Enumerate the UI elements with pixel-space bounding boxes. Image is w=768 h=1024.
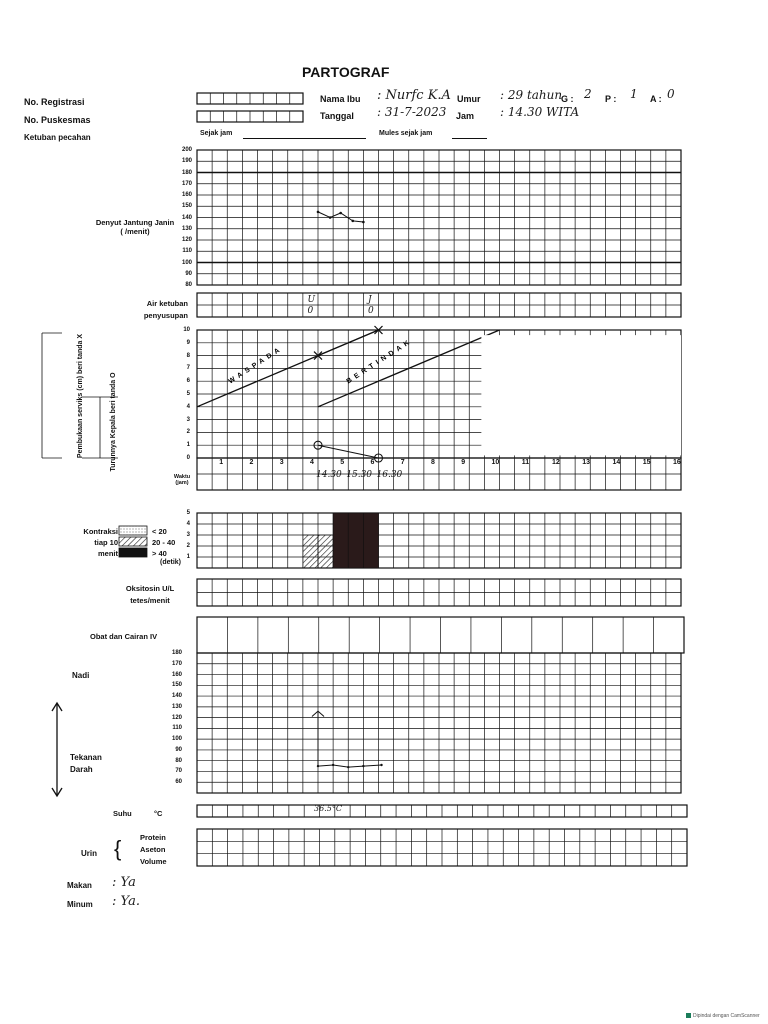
sejak-jam-label: Sejak jam <box>200 130 233 137</box>
fhr-scale-tick: 100 <box>181 259 192 266</box>
hour-label: 5 <box>340 459 345 466</box>
dilation-scale-tick: 7 <box>186 365 190 372</box>
fhr-scale-tick: 150 <box>181 203 192 210</box>
makan-label: Makan <box>67 881 92 890</box>
detik-label: (detik) <box>160 559 181 566</box>
hour-label: 15 <box>642 459 651 466</box>
dilation-scale-tick: 2 <box>186 429 190 436</box>
suhu-grid <box>197 805 687 817</box>
contraction-scale-tick: 1 <box>186 554 190 560</box>
tekanan-line1: Tekanan <box>70 753 102 762</box>
hour-label: 14 <box>612 459 621 466</box>
contraction-scale-tick: 2 <box>186 543 190 549</box>
a-label: A : <box>650 94 662 104</box>
pulse-point <box>380 764 382 766</box>
fhr-label-line2: ( /menit) <box>120 227 150 236</box>
dilation-scale-tick: 3 <box>186 416 190 423</box>
contraction-grid <box>197 513 681 568</box>
hour-label: 8 <box>431 459 435 466</box>
urin-brace: { <box>114 836 122 861</box>
dilation-scale-tick: 0 <box>186 455 190 461</box>
pulse-point <box>317 765 319 767</box>
vitals-scale-tick: 150 <box>171 682 182 689</box>
bertindak-text: BERTINDAK <box>345 337 415 386</box>
jam-value: : 14.30 WITA <box>500 105 580 119</box>
no-registrasi-label: No. Registrasi <box>24 97 85 107</box>
hour-label: 9 <box>461 459 466 466</box>
contraction-fill <box>318 535 333 568</box>
vitals-scale-tick: 100 <box>171 736 182 743</box>
kontraksi-label-line3: menit <box>97 549 118 558</box>
urin-grid <box>197 829 687 866</box>
legend-20-40: 20 - 40 <box>152 538 176 547</box>
waktu-grid <box>197 458 681 490</box>
ketuban-pecahan-label: Ketuban pecahan <box>24 133 91 142</box>
umur-value: : 29 tahun <box>500 88 563 102</box>
g-label: G : <box>561 94 574 104</box>
contraction-fill <box>348 513 363 568</box>
hour-label: 10 <box>491 459 500 466</box>
air-ketuban-grid <box>197 293 681 317</box>
tanggal-label: Tanggal <box>320 111 354 121</box>
hour-label: 16 <box>673 459 681 466</box>
a-value: 0 <box>667 87 675 101</box>
fhr-scale-tick: 120 <box>181 237 192 243</box>
fhr-scale-tick: 180 <box>181 169 192 176</box>
hour-label: 6 <box>370 459 375 466</box>
umur-label: Umur <box>457 94 481 104</box>
contraction-fill <box>363 513 378 568</box>
fhr-scale-tick: 110 <box>182 248 192 255</box>
fhr-scale-tick: 80 <box>185 282 192 288</box>
note-bg <box>481 335 681 455</box>
waktu-label-line1: Waktu <box>173 474 191 480</box>
no-puskesmas-boxes <box>197 111 303 122</box>
nama-ibu-label: Nama Ibu <box>320 94 361 104</box>
kontraksi-label-line1: Kontraksi <box>83 527 118 536</box>
tekanan-line2: Darah <box>70 765 93 774</box>
waktu-label-line2: (jam) <box>175 480 189 486</box>
mules-sejak-jam-label: Mules sejak jam <box>379 130 433 137</box>
hour-label: 3 <box>279 459 284 466</box>
pulse-line <box>318 765 382 767</box>
minum-label: Minum <box>67 900 93 909</box>
g-value: 2 <box>584 87 592 101</box>
fhr-scale-tick: 200 <box>181 147 192 153</box>
dilation-scale-tick: 5 <box>186 391 190 397</box>
hour-label: 2 <box>249 459 254 466</box>
vitals-scale-tick: 180 <box>171 650 182 656</box>
waspada-text: WASPADA <box>227 345 285 386</box>
turunnya-kepala-vertical-label: Turunnya Kepala beri tanda O <box>110 372 117 472</box>
makan-value: : Ya <box>112 875 136 890</box>
vitals-scale-tick: 80 <box>175 757 182 764</box>
p-value: 1 <box>630 87 638 101</box>
urin-protein: Protein <box>140 833 166 842</box>
vitals-scale-tick: 140 <box>171 693 182 700</box>
pulse-point <box>347 766 349 768</box>
oksitosin-line2: tetes/menit <box>130 596 170 605</box>
time-label: 15.30 <box>346 470 373 480</box>
urin-label: Urin <box>81 849 97 858</box>
vitals-scale-tick: 70 <box>175 768 182 775</box>
fhr-scale-tick: 190 <box>181 158 192 165</box>
fhr-grid <box>197 150 681 285</box>
fhr-point <box>351 220 354 223</box>
fhr-scale-tick: 90 <box>185 270 192 277</box>
jam-label: Jam <box>456 111 475 121</box>
obat-grid <box>197 617 684 653</box>
minum-value: : Ya. <box>112 894 140 909</box>
legend-dots-box <box>119 526 147 535</box>
no-registrasi-boxes <box>197 93 303 104</box>
nadi-label: Nadi <box>72 671 90 680</box>
scanner-footer-text: Dipindai dengan CamScanner <box>693 1013 760 1019</box>
vitals-scale-tick: 170 <box>171 660 182 667</box>
dilation-scale-tick: 8 <box>186 352 190 359</box>
hour-label: 12 <box>552 459 560 466</box>
no-puskesmas-label: No. Puskesmas <box>24 115 91 125</box>
legend-gt40: > 40 <box>152 549 167 558</box>
pulse-point <box>362 765 364 767</box>
legend-hatch-box <box>119 537 147 546</box>
contraction-fill <box>303 535 318 568</box>
suhu-label: Suhu <box>113 809 132 818</box>
obat-label: Obat dan Cairan IV <box>90 632 158 641</box>
tanggal-value: : 31-7-2023 <box>377 105 447 119</box>
suhu-value: 36.5°C <box>314 804 342 813</box>
contraction-fill <box>333 513 348 568</box>
legend-lt20: < 20 <box>152 527 167 536</box>
vitals-scale-tick: 130 <box>171 703 182 710</box>
hour-label: 4 <box>310 459 314 466</box>
air-ketuban-line2: penyusupan <box>143 311 188 320</box>
fhr-point <box>317 211 320 214</box>
fhr-scale-tick: 140 <box>181 214 192 221</box>
kontraksi-label-line2: tiap 10 <box>94 538 118 547</box>
air-ketuban-mark-top: J <box>367 295 372 305</box>
hour-label: 7 <box>400 459 405 466</box>
fhr-scale-tick: 130 <box>181 225 192 232</box>
fhr-point <box>339 212 342 215</box>
urin-aseton: Aseton <box>140 845 166 854</box>
time-label: 14.30 <box>316 470 342 480</box>
hour-label: 13 <box>582 459 591 466</box>
oksitosin-line1: Oksitosin U/L <box>125 584 175 593</box>
air-ketuban-mark-bottom: 0 <box>367 306 374 316</box>
vitals-scale-tick: 160 <box>171 671 182 678</box>
page-title: PARTOGRAF <box>302 64 390 80</box>
vitals-scale-tick: 120 <box>171 714 182 721</box>
air-ketuban-line1: Air ketuban <box>146 299 188 308</box>
fhr-label-line1: Denyut Jantung Janin <box>95 218 175 227</box>
dilation-scale-tick: 9 <box>186 339 190 346</box>
dilation-scale-tick: 10 <box>183 327 190 333</box>
legend-solid-box <box>119 548 147 557</box>
contraction-scale-tick: 4 <box>186 521 190 527</box>
fhr-scale-tick: 160 <box>181 192 192 198</box>
dilation-scale-tick: 1 <box>186 442 190 449</box>
urin-volume: Volume <box>140 857 167 866</box>
dilation-scale-tick: 4 <box>186 403 190 410</box>
time-label: 16.30 <box>376 470 403 480</box>
air-ketuban-mark-top: U <box>307 295 316 305</box>
suhu-unit: °C <box>154 809 163 818</box>
fhr-point <box>329 216 332 219</box>
nama-ibu-value: : Nurfc K.A <box>377 88 451 103</box>
oksitosin-grid <box>197 579 681 606</box>
contraction-scale-tick: 5 <box>186 510 190 516</box>
vitals-scale-tick: 110 <box>172 725 182 732</box>
fhr-point <box>362 221 365 224</box>
pulse-point <box>332 764 334 766</box>
vitals-grid <box>197 653 681 793</box>
fhr-scale-tick: 170 <box>181 180 192 187</box>
vitals-scale-tick: 60 <box>175 779 182 786</box>
hour-label: 1 <box>219 459 224 466</box>
vitals-scale-tick: 90 <box>175 746 182 753</box>
p-label: P : <box>605 94 617 104</box>
air-ketuban-mark-bottom: 0 <box>307 306 314 316</box>
contraction-scale-tick: 3 <box>186 532 190 538</box>
pembukaan-vertical-label: Pembukaan serviks (cm) beri tanda X <box>77 333 84 459</box>
dilation-scale-tick: 6 <box>186 378 190 385</box>
hour-label: 11 <box>521 459 530 466</box>
